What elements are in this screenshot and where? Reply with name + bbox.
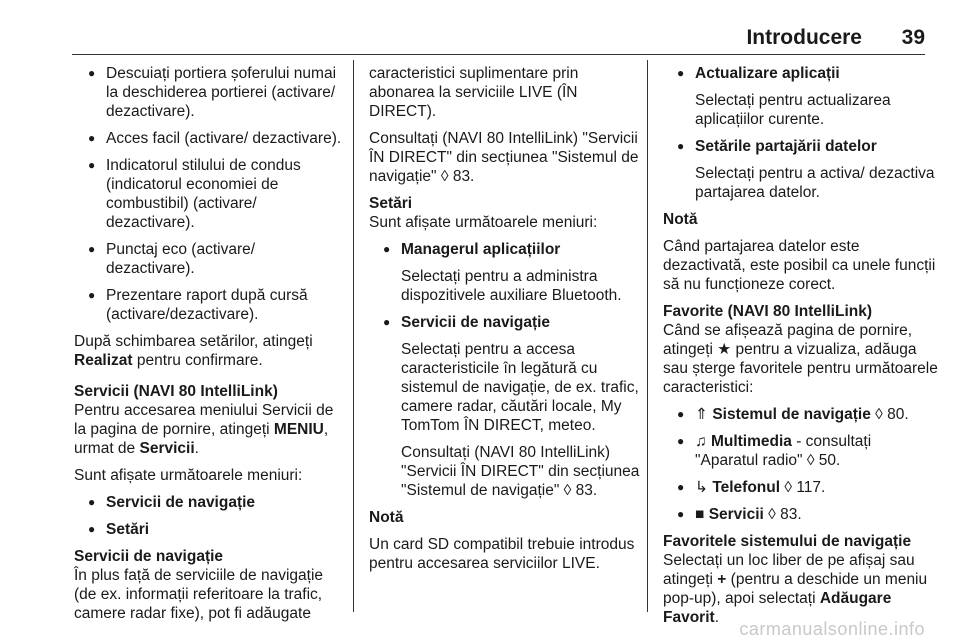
note-heading: Notă: [663, 211, 698, 228]
bold-term: Adăugare Favorit: [663, 590, 892, 626]
item-description: Consultați (NAVI 80 IntelliLink) "Servicii ÎN DIRECT" din secțiunea "Sistemul de navigație" ◊ 83.: [401, 444, 640, 499]
column-divider-2: [647, 60, 648, 612]
note-text: Un card SD compatibil trebuie introdus pentru accesarea serviciilor LIVE.: [369, 536, 635, 572]
list-item: ● Descuiați portiera șoferului numai la deschiderea portierei (activare/ dezactivare).: [74, 64, 346, 121]
bold-term: Multimedia: [710, 433, 792, 450]
list-item: [663, 478, 938, 497]
multimedia-icon: ♫: [695, 433, 707, 450]
item-description: Selectați pentru a administra dispozitivele auxiliare Bluetooth.: [401, 268, 622, 304]
paragraph: Sunt afișate următoarele meniuri:: [369, 214, 598, 231]
list-item: ● Punctaj eco (activare/ dezactivare).: [74, 240, 346, 278]
note-text: Când partajarea datelor este dezactivată, este posibil ca unele funcții să nu funcționeze corect.: [663, 238, 936, 293]
header-rule: [72, 54, 925, 55]
bold-term: Sistemul de navigație: [712, 406, 871, 423]
paragraph: [74, 332, 346, 370]
page-number: 39: [901, 26, 925, 49]
phone-icon: ↳: [695, 479, 708, 496]
bold-term: MENIU: [273, 421, 324, 438]
item-description: Selectați pentru actualizarea aplicațiilor curente.: [695, 92, 891, 128]
paragraph: Sunt afișate următoarele meniuri:: [74, 467, 303, 484]
list-item: ● Acces facil (activare/ dezactivare).: [74, 129, 346, 148]
list-item: ● Managerul aplicațiilor: [369, 240, 641, 259]
column-divider-1: [353, 60, 354, 612]
column-1: [74, 64, 346, 631]
column-2: [369, 64, 641, 581]
section-heading: Servicii (NAVI 80 IntelliLink): [74, 383, 278, 400]
item-description: Selectați pentru a activa/ dezactiva partajarea datelor.: [695, 165, 935, 201]
text: pentru confirmare.: [132, 352, 263, 369]
bold-term: Telefonul: [712, 479, 781, 496]
text: Pentru accesarea meniului Servicii de la pagina de pornire, atingeți: [74, 402, 334, 438]
paragraph: Când se afișează pagina de pornire, atingeți ★ pentru a vizualiza, adăuga sau șterge favoritele pentru următoarele caracteristici:: [663, 322, 938, 396]
text: ◊ 83.: [763, 506, 802, 523]
list-item: ● Actualizare aplicații: [663, 64, 938, 83]
paragraph: Consultați (NAVI 80 IntelliLink) "Servicii ÎN DIRECT" din secțiunea "Sistemul de navigație" ◊ 83.: [369, 130, 639, 185]
text: - consultați "Aparatul radio" ◊ 50.: [695, 433, 872, 469]
paragraph: caracteristici suplimentare prin abonarea la serviciile LIVE (ÎN DIRECT).: [369, 65, 579, 120]
bold-term: Servicii: [708, 506, 764, 523]
list-item: ● Indicatorul stilului de condus (indicatorul economiei de combustibil) (activare/ dezactivare).: [74, 156, 346, 232]
bold-term: Servicii: [139, 440, 195, 457]
navigation-icon: ⇑: [695, 406, 708, 423]
text: Selectați un loc liber de pe afișaj sau atingeți: [663, 552, 915, 588]
section-heading: Favorite (NAVI 80 IntelliLink): [663, 303, 873, 320]
page-header-title: Introducere: [746, 26, 862, 49]
list-item: [663, 505, 938, 524]
watermark: carmanualsonline.info: [739, 619, 925, 639]
section-heading: Servicii de navigație: [74, 548, 224, 565]
services-icon: ■: [695, 506, 705, 523]
text: După schimbarea setărilor, atingeți: [74, 333, 313, 350]
text: .: [714, 609, 719, 626]
bold-term: Realizat: [74, 352, 133, 369]
column-3: [663, 64, 938, 635]
text: ◊ 80.: [870, 406, 909, 423]
paragraph: În plus față de serviciile de navigație (de ex. informații referitoare la trafic, camere radar fixe), pot fi adăugate: [74, 567, 324, 622]
list-item: ● Setările partajării datelor: [663, 137, 938, 156]
list-item: [663, 405, 938, 424]
list-item: ● Prezentare raport după cursă (activare/dezactivare).: [74, 286, 346, 324]
section-heading: Favoritele sistemului de navigație: [663, 533, 912, 550]
list-item: ● Servicii de navigație: [74, 493, 346, 512]
text: .: [194, 440, 199, 457]
list-item: ● Setări: [74, 520, 346, 539]
paragraph: [663, 551, 938, 627]
list-item: [663, 432, 938, 470]
paragraph: [74, 401, 346, 458]
note-heading: Notă: [369, 509, 404, 526]
section-heading: Setări: [369, 195, 413, 212]
list-item: ● Servicii de navigație: [369, 313, 641, 332]
item-description: Selectați pentru a accesa caracteristicile în legătură cu sistemul de navigație, de ex. trafic, camere radar, căutări locale, My TomTom ÎN DIRECT, meteo.: [401, 341, 639, 434]
text: ◊ 117.: [780, 479, 826, 496]
plus-icon: +: [717, 571, 727, 588]
text: (pentru a deschide un meniu pop-up), apoi selectați: [663, 571, 928, 607]
text: , urmat de: [74, 421, 329, 457]
